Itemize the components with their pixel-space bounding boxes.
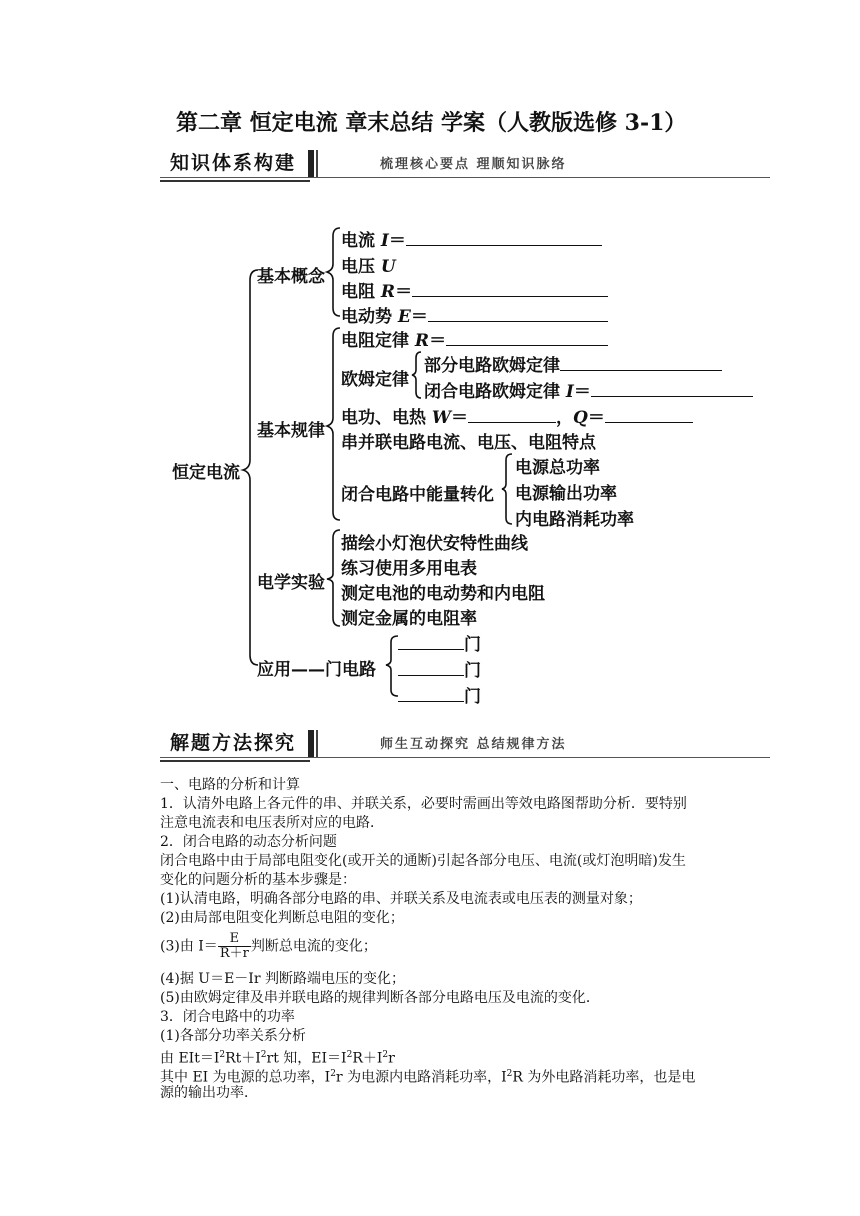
step: (1)认清电路，明确各部分电路的串、并联关系及电流表或电压表的测量对象； (160, 891, 642, 907)
experiment-item: 测定金属的电阻率 (341, 609, 477, 629)
answer-blank (591, 379, 753, 397)
brace-root (243, 270, 258, 665)
brace-b3 (327, 530, 340, 626)
brace-b1 (327, 228, 340, 316)
page-title: 第二章 恒定电流 章末总结 学案（人教版选修 3-1） (176, 110, 687, 136)
brace-ohm (412, 352, 421, 398)
gate-item: 门 (398, 656, 481, 681)
subheading: 2．闭合电路的动态分析问题 (160, 834, 337, 850)
subheading: 3．闭合电路中的功率 (160, 1009, 295, 1025)
law-ohm-partial: 部分电路欧姆定律 (424, 351, 722, 376)
law-ohm-closed: 闭合电路欧姆定律 I＝ (424, 377, 753, 402)
gate-item: 门 (398, 630, 481, 655)
law-work-heat: 电功、电热 W＝ ，Q＝ (341, 403, 693, 428)
step: (2)由局部电阻变化判断总电阻的变化； (160, 910, 404, 926)
concept-resistance: 电阻 R＝ (341, 277, 608, 302)
banner-tag: 知识体系构建 (170, 152, 297, 174)
branch-application: 应用——门电路 (257, 660, 376, 680)
banner-rule (160, 757, 770, 758)
branch-experiments: 电学实验 (257, 573, 325, 593)
answer-blank (468, 405, 556, 423)
energy-item: 电源总功率 (515, 458, 600, 478)
step: (5)由欧姆定律及串并联电路的规律判断各部分电路电压及电流的变化． (160, 990, 600, 1006)
step-formula: (3)由 I＝ $\frac{E}{R+r}$ 判断总电流的变化； (160, 931, 377, 961)
law-series-parallel: 串并联电路电流、电压、电阻特点 (341, 433, 596, 453)
concept-current: 电流 I＝ (341, 226, 602, 251)
brace-energy (502, 454, 512, 524)
paragraph: 闭合电路中由于局部电阻变化(或开关的通断)引起各部分电压、电流(或灯泡明暗)发生 (160, 853, 686, 869)
answer-blank (412, 279, 608, 297)
law-ohm-label: 欧姆定律 (341, 370, 409, 390)
branch-basic-laws: 基本规律 (257, 421, 325, 441)
banner-tag: 解题方法探究 (170, 732, 297, 754)
experiment-item: 描绘小灯泡伏安特性曲线 (341, 534, 528, 554)
answer-blank (428, 304, 608, 322)
law-resistance: 电阻定律 R＝ (341, 326, 608, 351)
paragraph: 源的输出功率． (160, 1085, 258, 1101)
answer-blank (398, 684, 464, 702)
answer-blank (605, 405, 693, 423)
concept-emf: 电动势 E＝ (341, 302, 608, 327)
paragraph: 注意电流表和电压表所对应的电路． (160, 815, 384, 831)
banner-bar (316, 730, 318, 758)
brace-b2 (327, 328, 340, 520)
answer-blank (398, 632, 464, 650)
concept-voltage: 电压 U (341, 257, 396, 277)
experiment-item: 测定电池的电动势和内电阻 (341, 584, 545, 604)
banner-rule (160, 760, 310, 762)
formula-line: 由 $EIt=I^2Rt+I^2rt$ 知，$EI=I^2R+I^2r$ (160, 1050, 395, 1067)
energy-item: 内电路消耗功率 (515, 510, 634, 530)
mindmap-root: 恒定电流 (172, 463, 240, 483)
paragraph: 其中 EI 为电源的总功率，$I^2r$ 为电源内电路消耗功率，$I^2R$ 为外电路消耗功率，也是电 (160, 1069, 696, 1086)
energy-item: 电源输出功率 (515, 484, 617, 504)
step: (4)据 U＝E－Ir 判断路端电压的变化； (160, 971, 405, 987)
brace-gate (386, 636, 398, 696)
experiment-item: 练习使用多用电表 (341, 559, 477, 579)
gate-item: 门 (398, 682, 481, 707)
paragraph: (1)各部分功率关系分析 (160, 1028, 306, 1044)
banner-bar (308, 730, 314, 758)
section-banner-methods (160, 730, 770, 762)
law-energy-label: 闭合电路中能量转化 (341, 485, 494, 505)
section-heading: 一、电路的分析和计算 (160, 777, 300, 793)
branch-basic-concepts: 基本概念 (257, 267, 325, 287)
paragraph: 1．认清外电路上各元件的串、并联关系，必要时需画出等效电路图帮助分析．要特别 (160, 796, 687, 812)
answer-blank (398, 658, 464, 676)
answer-blank (446, 328, 608, 346)
banner-subtitle: 师生互动探究 总结规律方法 (380, 737, 567, 752)
banner-subtitle: 梳理核心要点 理顺知识脉络 (380, 157, 567, 172)
answer-blank (560, 353, 722, 371)
fraction: $\frac{E}{R+r}$ (219, 931, 249, 961)
answer-blank (406, 228, 602, 246)
paragraph: 变化的问题分析的基本步骤是： (160, 872, 356, 888)
